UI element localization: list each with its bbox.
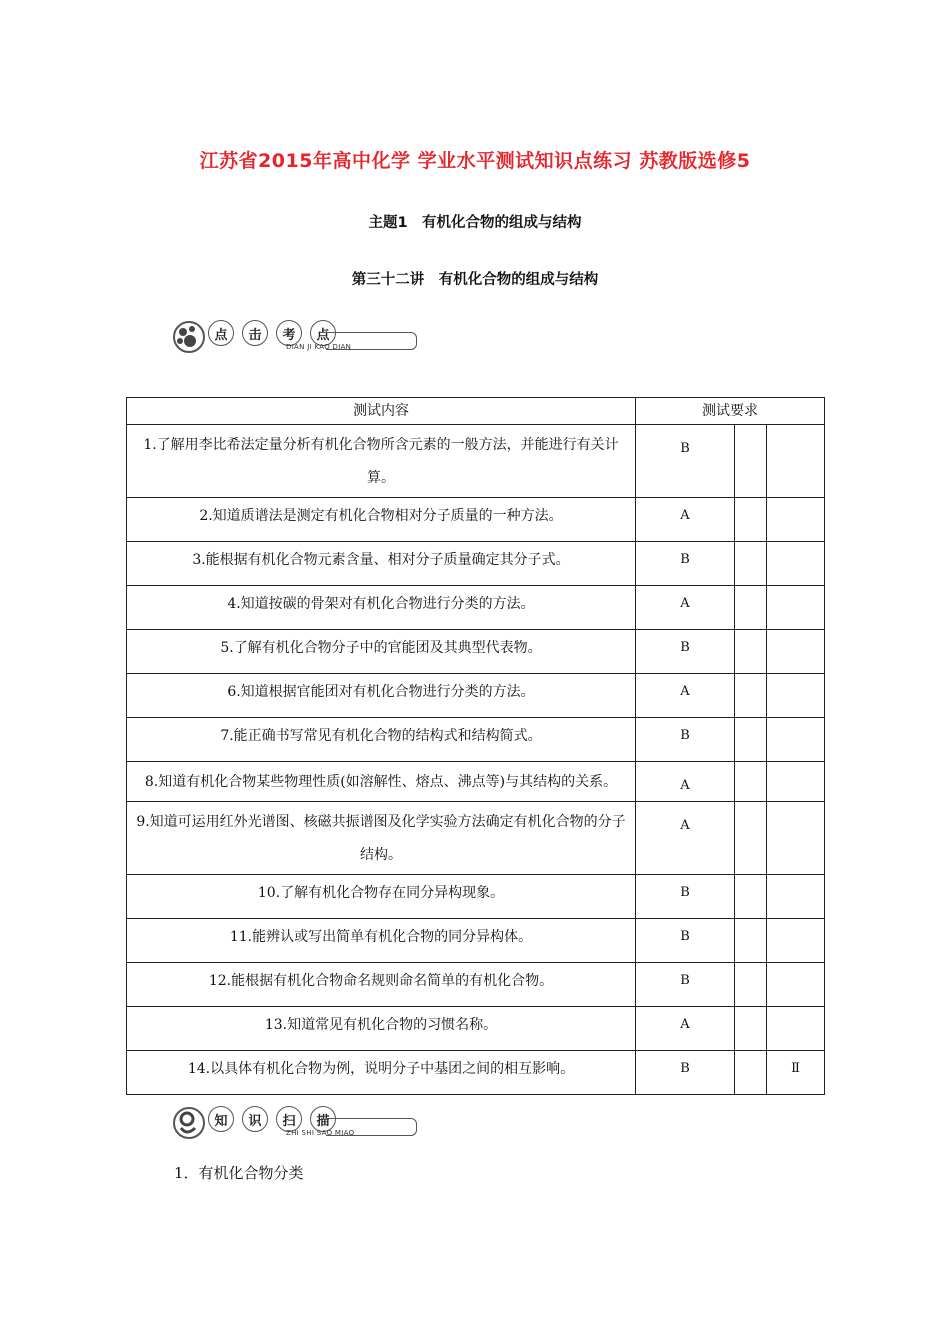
requirement-level: B [636, 1051, 735, 1095]
requirement-level: B [636, 875, 735, 919]
table-row [127, 963, 825, 1007]
requirement-content: 1.了解用李比希法定量分析有机化合物所含元素的一般方法，并能进行有关计算。 [127, 425, 636, 498]
requirement-content: 12.能根据有机化合物命名规则命名简单的有机化合物。 [127, 963, 636, 1007]
requirement-extra-1 [735, 542, 767, 586]
banner-char: 点 [310, 320, 336, 346]
requirement-level: B [636, 425, 735, 498]
requirement-extra-1 [735, 1007, 767, 1051]
requirement-content: 13.知道常见有机化合物的习惯名称。 [127, 1007, 636, 1051]
banner-pinyin: ZHI SHI SAO MIAO [286, 1129, 355, 1137]
table-row [127, 674, 825, 718]
banner-pinyin: DIAN JI KAO DIAN [286, 343, 352, 351]
banner-char: 描 [310, 1106, 336, 1132]
requirements-table [126, 397, 825, 1095]
requirement-extra-2: Ⅱ [767, 1051, 825, 1095]
table-row [127, 762, 825, 802]
banner-char: 考 [276, 320, 302, 346]
table-row [127, 1051, 825, 1095]
requirement-content: 6.知道根据官能团对有机化合物进行分类的方法。 [127, 674, 636, 718]
requirement-level: A [636, 498, 735, 542]
table-row [127, 802, 825, 875]
requirement-level: A [636, 1007, 735, 1051]
requirement-level: B [636, 542, 735, 586]
requirement-extra-1 [735, 630, 767, 674]
requirement-extra-2 [767, 919, 825, 963]
requirement-level: A [636, 762, 735, 802]
requirement-extra-1 [735, 919, 767, 963]
requirement-extra-2 [767, 762, 825, 802]
requirement-extra-2 [767, 542, 825, 586]
requirement-content: 5.了解有机化合物分子中的官能团及其典型代表物。 [127, 630, 636, 674]
theme-heading: 主题1 有机化合物的组成与结构 [368, 215, 582, 231]
table-row [127, 498, 825, 542]
requirement-content: 10.了解有机化合物存在同分异构现象。 [127, 875, 636, 919]
table-row [127, 630, 825, 674]
table-row [127, 425, 825, 498]
requirement-level: A [636, 802, 735, 875]
banner-logo-icon [172, 320, 206, 354]
requirement-content: 3.能根据有机化合物元素含量、相对分子质量确定其分子式。 [127, 542, 636, 586]
requirement-extra-2 [767, 674, 825, 718]
requirement-extra-2 [767, 425, 825, 498]
requirement-content: 11.能辨认或写出简单有机化合物的同分异构体。 [127, 919, 636, 963]
requirement-extra-2 [767, 1007, 825, 1051]
requirement-extra-2 [767, 963, 825, 1007]
requirement-content: 9.知道可运用红外光谱图、核磁共振谱图及化学实验方法确定有机化合物的分子结构。 [127, 802, 636, 875]
requirement-content: 8.知道有机化合物某些物理性质(如溶解性、熔点、沸点等)与其结构的关系。 [127, 762, 636, 802]
banner-char: 点 [208, 320, 234, 346]
requirement-extra-1 [735, 586, 767, 630]
banner-logo-icon [172, 1106, 206, 1140]
table-row [127, 1007, 825, 1051]
requirement-extra-2 [767, 586, 825, 630]
requirement-extra-2 [767, 498, 825, 542]
table-row [127, 542, 825, 586]
requirement-level: B [636, 963, 735, 1007]
banner-char: 识 [242, 1106, 268, 1132]
requirement-content: 4.知道按碳的骨架对有机化合物进行分类的方法。 [127, 586, 636, 630]
requirement-content: 2.知道质谱法是测定有机化合物相对分子质量的一种方法。 [127, 498, 636, 542]
section-banner-kaodian [172, 318, 422, 358]
table-row [127, 875, 825, 919]
requirement-level: B [636, 919, 735, 963]
requirement-extra-2 [767, 875, 825, 919]
table-row [127, 919, 825, 963]
requirement-extra-2 [767, 630, 825, 674]
requirement-level: B [636, 718, 735, 762]
requirement-content: 7.能正确书写常见有机化合物的结构式和结构简式。 [127, 718, 636, 762]
section-banner-zhishi [172, 1104, 422, 1144]
requirement-extra-1 [735, 425, 767, 498]
lecture-heading: 第三十二讲 有机化合物的组成与结构 [351, 272, 599, 288]
document-title: 江苏省2015年高中化学 学业水平测试知识点练习 苏教版选修5 [199, 150, 751, 172]
requirement-extra-2 [767, 718, 825, 762]
requirement-extra-2 [767, 802, 825, 875]
table-row [127, 718, 825, 762]
requirement-level: A [636, 674, 735, 718]
section-heading-classification: 1．有机化合物分类 [174, 1164, 304, 1182]
table-row [127, 586, 825, 630]
header-content: 测试内容 [127, 398, 636, 425]
requirement-extra-1 [735, 802, 767, 875]
banner-char: 扫 [276, 1106, 302, 1132]
requirement-extra-1 [735, 762, 767, 802]
requirement-extra-1 [735, 875, 767, 919]
requirement-extra-1 [735, 1051, 767, 1095]
requirement-extra-1 [735, 718, 767, 762]
requirement-extra-1 [735, 963, 767, 1007]
requirement-extra-1 [735, 674, 767, 718]
requirement-content: 14.以具体有机化合物为例，说明分子中基团之间的相互影响。 [127, 1051, 636, 1095]
banner-char: 击 [242, 320, 268, 346]
requirement-level: B [636, 630, 735, 674]
requirement-level: A [636, 586, 735, 630]
header-requirement: 测试要求 [636, 398, 825, 425]
banner-char: 知 [208, 1106, 234, 1132]
requirement-extra-1 [735, 498, 767, 542]
